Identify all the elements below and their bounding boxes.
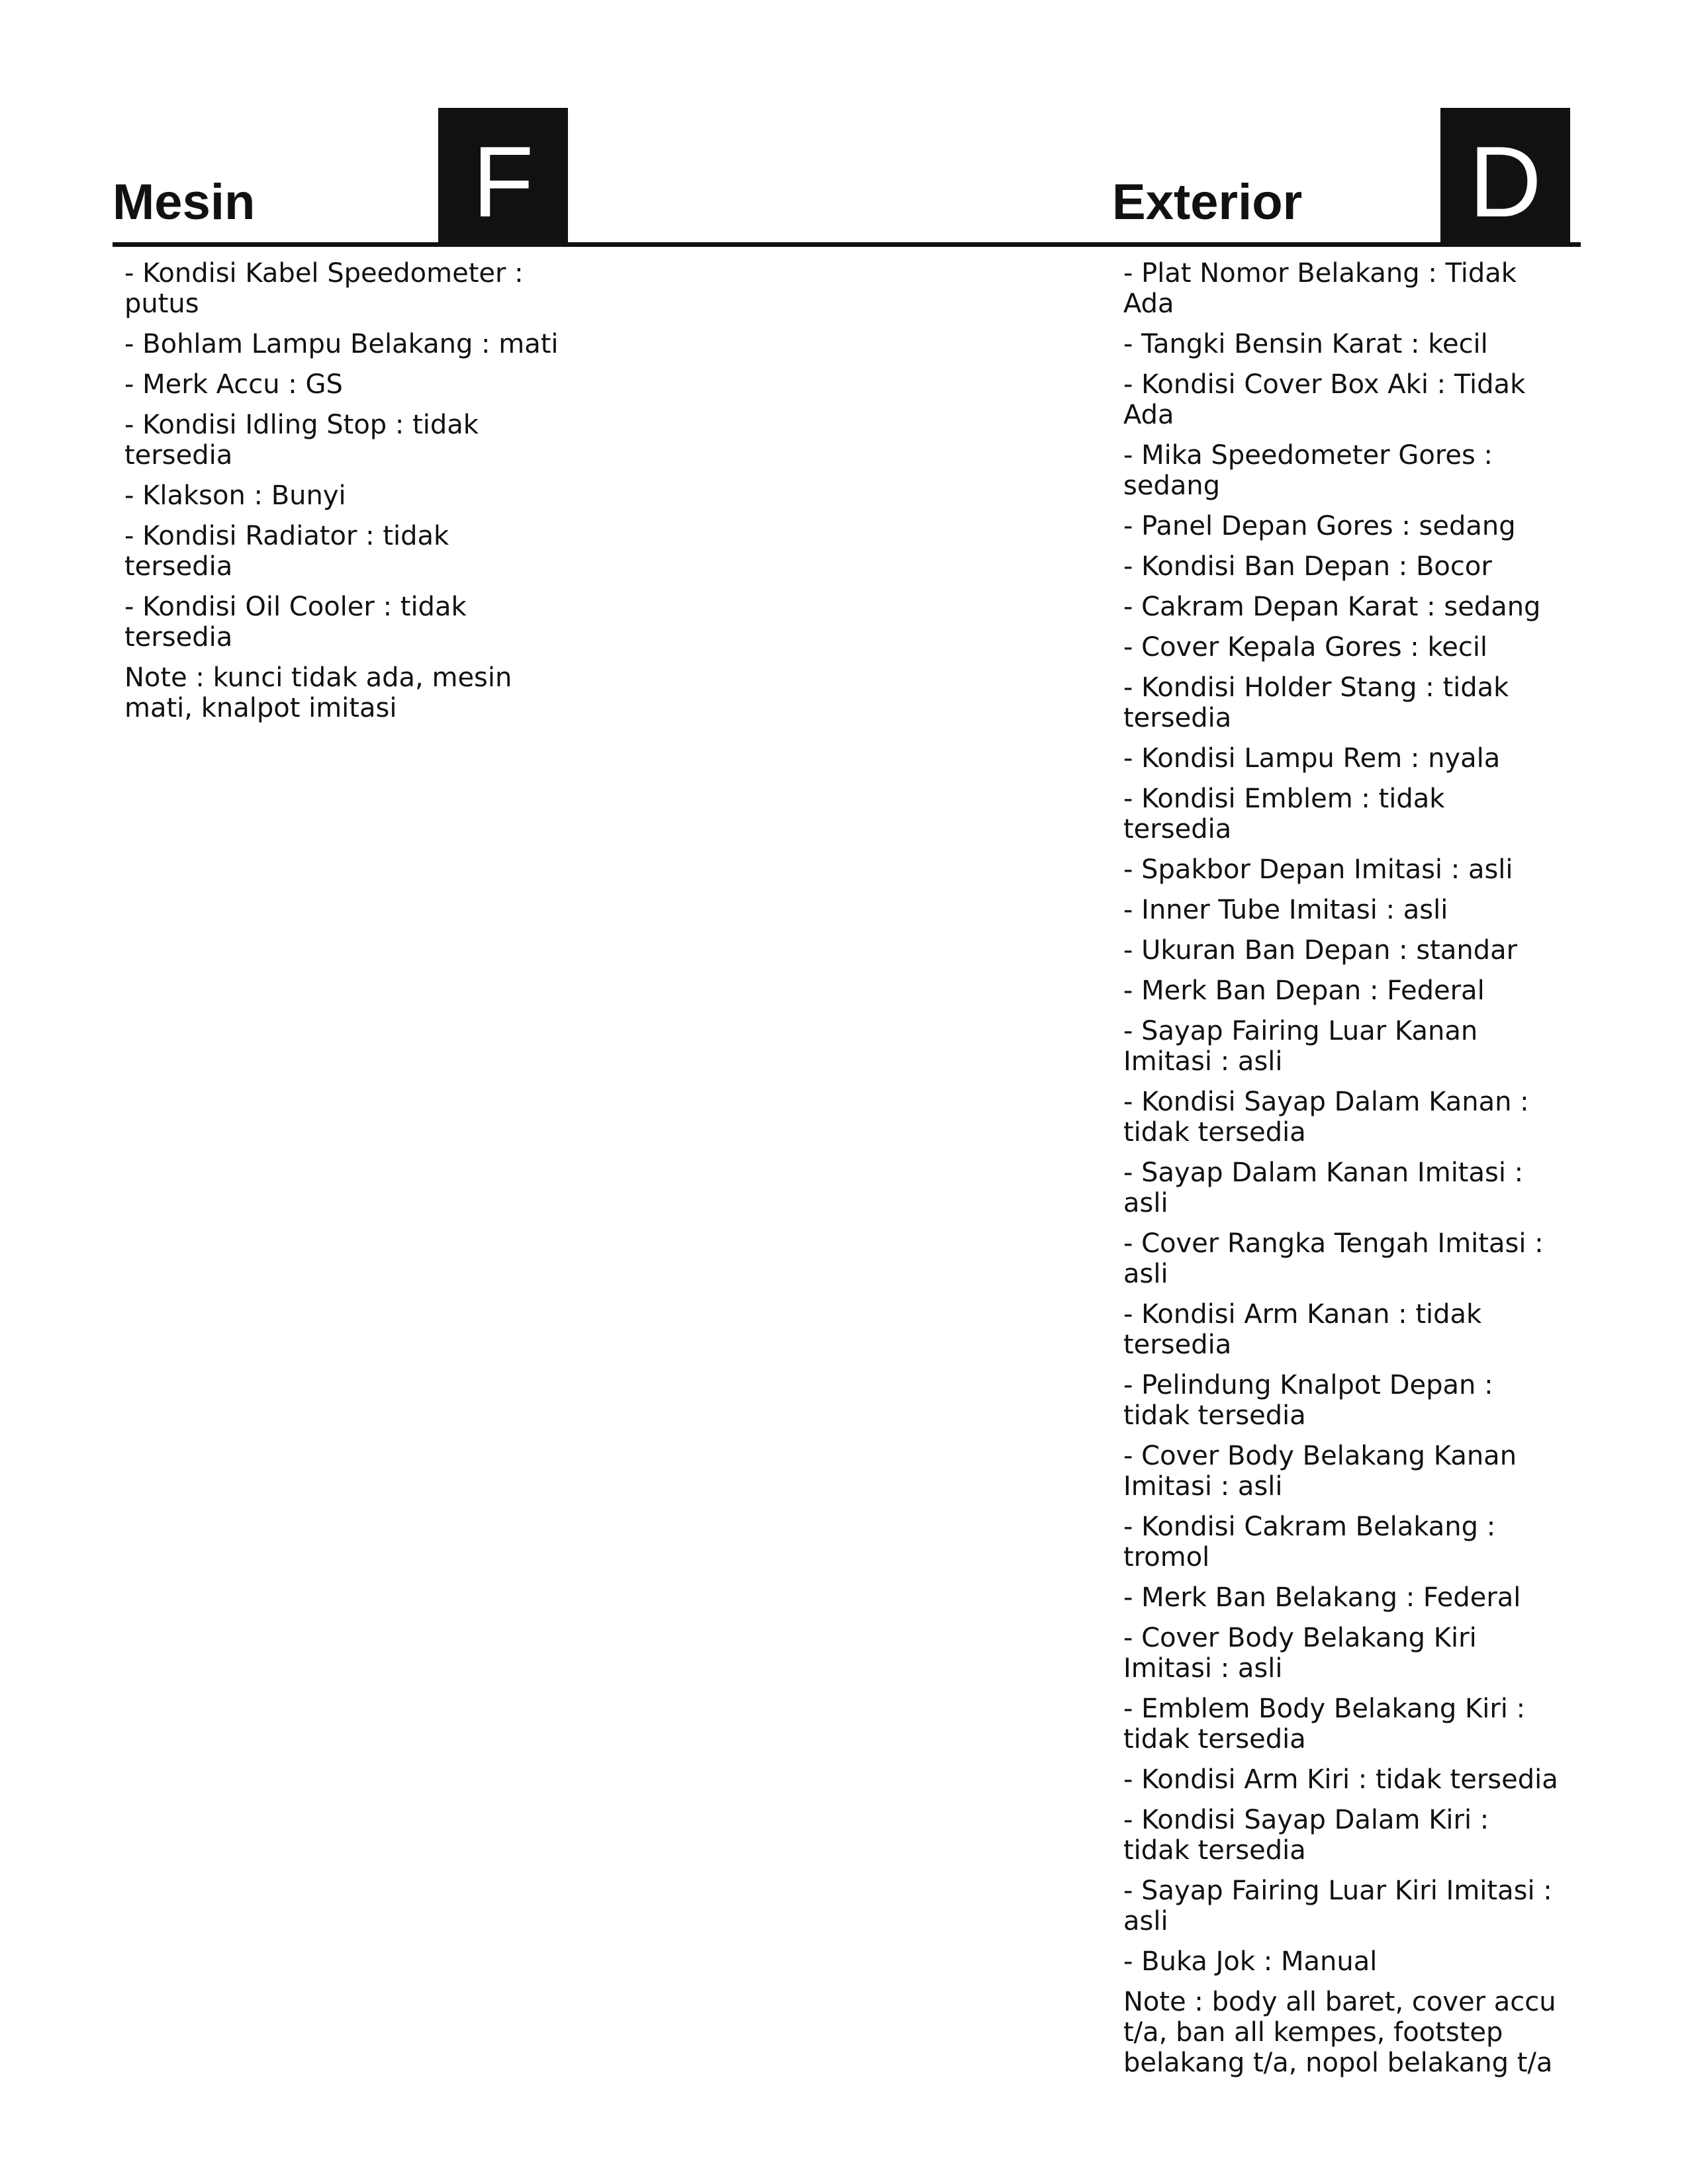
list-item: - Pelindung Knalpot Depan : tidak tersedia bbox=[1123, 1370, 1493, 1431]
list-item: - Kondisi Emblem : tidak tersedia bbox=[1123, 784, 1445, 844]
mesin-grade-badge: F bbox=[438, 108, 568, 244]
exterior-section-title: Exterior bbox=[1112, 174, 1303, 230]
list-item: - Cover Rangka Tengah Imitasi : asli bbox=[1123, 1228, 1544, 1289]
list-item: - Merk Ban Belakang : Federal bbox=[1123, 1582, 1521, 1613]
list-item: - Kondisi Cakram Belakang : tromol bbox=[1123, 1512, 1496, 1572]
list-item: - Kondisi Kabel Speedometer : putus bbox=[124, 258, 524, 319]
mesin-list bbox=[124, 258, 561, 733]
list-item: - Cakram Depan Karat : sedang bbox=[1123, 592, 1541, 622]
list-item: - Kondisi Radiator : tidak tersedia bbox=[124, 521, 449, 582]
list-item: - Kondisi Cover Box Aki : Tidak Ada bbox=[1123, 369, 1526, 430]
mesin-note: Note : kunci tidak ada, mesin mati, knalpot imitasi bbox=[124, 662, 512, 723]
list-item: - Kondisi Sayap Dalam Kiri : tidak tersedia bbox=[1123, 1805, 1489, 1866]
list-item: - Sayap Fairing Luar Kiri Imitasi : asli bbox=[1123, 1876, 1552, 1936]
list-item: - Kondisi Idling Stop : tidak tersedia bbox=[124, 410, 479, 471]
list-item: - Bohlam Lampu Belakang : mati bbox=[124, 329, 559, 359]
list-item: - Inner Tube Imitasi : asli bbox=[1123, 895, 1448, 925]
list-item: - Buka Jok : Manual bbox=[1123, 1946, 1378, 1977]
list-item: - Mika Speedometer Gores : sedang bbox=[1123, 440, 1493, 501]
list-item: - Spakbor Depan Imitasi : asli bbox=[1123, 854, 1513, 885]
exterior-grade-badge: D bbox=[1440, 108, 1570, 244]
list-item: - Kondisi Sayap Dalam Kanan : tidak tersedia bbox=[1123, 1087, 1529, 1148]
list-item: - Cover Body Belakang Kiri Imitasi : asli bbox=[1123, 1623, 1477, 1684]
list-item: - Kondisi Arm Kanan : tidak tersedia bbox=[1123, 1299, 1482, 1360]
list-item: - Tangki Bensin Karat : kecil bbox=[1123, 329, 1488, 359]
list-item: - Kondisi Oil Cooler : tidak tersedia bbox=[124, 592, 467, 653]
list-item: - Kondisi Arm Kiri : tidak tersedia bbox=[1123, 1764, 1558, 1795]
list-item: - Cover Kepala Gores : kecil bbox=[1123, 632, 1488, 662]
list-item: - Emblem Body Belakang Kiri : tidak tersedia bbox=[1123, 1694, 1526, 1754]
list-item: - Merk Ban Depan : Federal bbox=[1123, 976, 1485, 1006]
list-item: - Cover Body Belakang Kanan Imitasi : asli bbox=[1123, 1441, 1517, 1502]
list-item: - Ukuran Ban Depan : standar bbox=[1123, 935, 1518, 966]
list-item: - Kondisi Lampu Rem : nyala bbox=[1123, 743, 1501, 774]
list-item: - Klakson : Bunyi bbox=[124, 480, 346, 511]
list-item: - Sayap Fairing Luar Kanan Imitasi : asli bbox=[1123, 1016, 1478, 1077]
header-rule bbox=[113, 242, 1581, 247]
list-item: - Kondisi Holder Stang : tidak tersedia bbox=[1123, 672, 1509, 733]
mesin-section-title: Mesin bbox=[113, 174, 256, 230]
exterior-note: Note : body all baret, cover accu t/a, ban all kempes, footstep belakang t/a, nopol belakang t/a bbox=[1123, 1987, 1556, 2078]
list-item: - Plat Nomor Belakang : Tidak Ada bbox=[1123, 258, 1517, 319]
list-item: - Panel Depan Gores : sedang bbox=[1123, 511, 1516, 541]
list-item: - Merk Accu : GS bbox=[124, 369, 343, 400]
list-item: - Kondisi Ban Depan : Bocor bbox=[1123, 551, 1492, 582]
exterior-list bbox=[1123, 258, 1560, 2088]
list-item: - Sayap Dalam Kanan Imitasi : asli bbox=[1123, 1158, 1524, 1218]
